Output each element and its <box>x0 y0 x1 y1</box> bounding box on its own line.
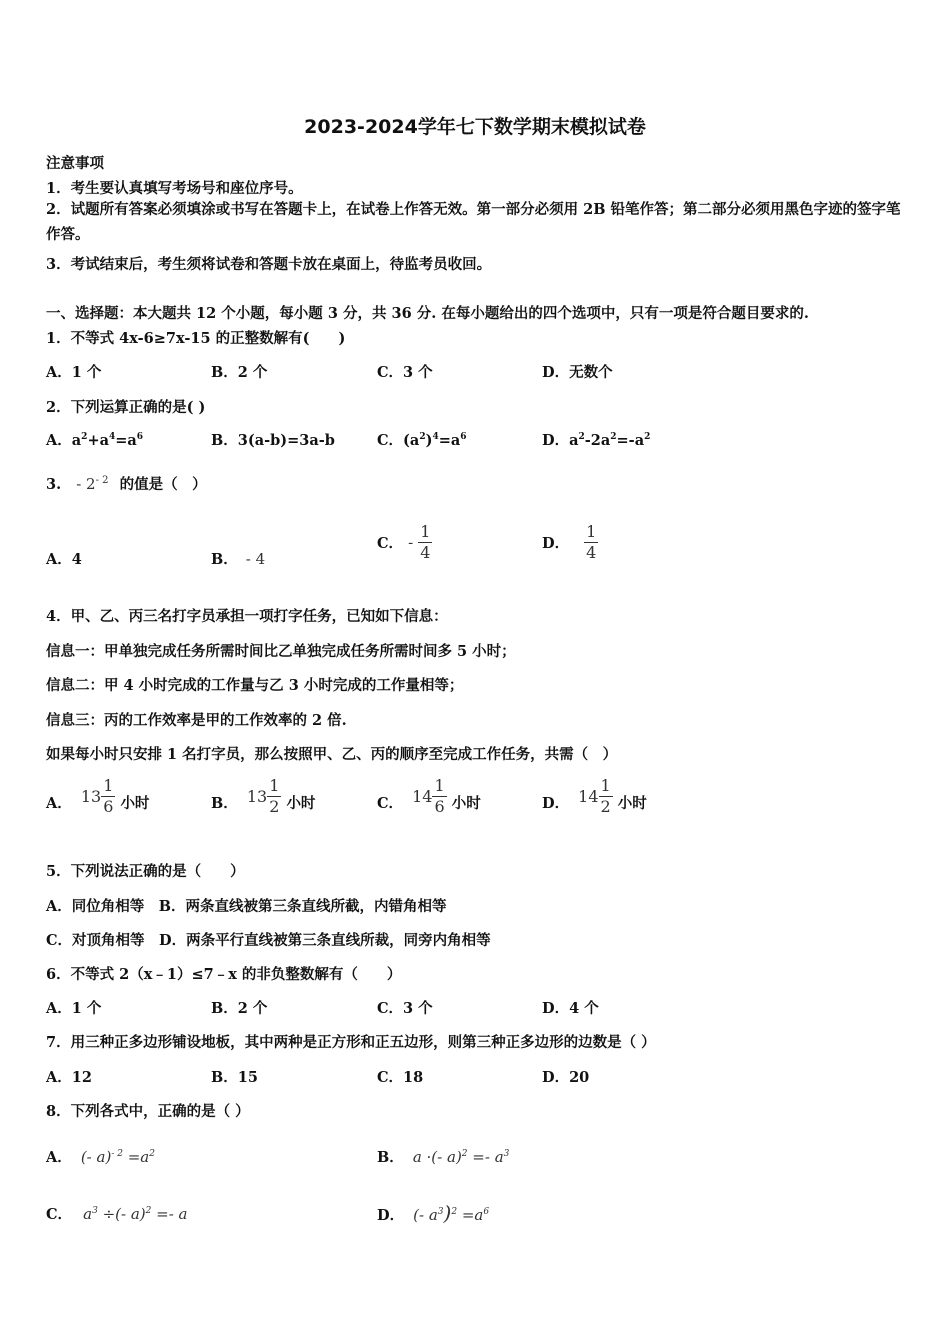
q7-option-b: B．15 <box>211 1069 258 1086</box>
q3-option-c: C． - $\frac{1}{4}$ <box>377 522 431 562</box>
q2-option-a: A．$a^2+a^4=a^6$ <box>46 432 144 449</box>
q1-option-c: C．3 个 <box>377 364 433 381</box>
q2-label-a: A． <box>46 432 72 449</box>
q4-option-d: D． 14 $\frac{1}{2}$ 小时 <box>542 776 647 816</box>
q4-option-a: A． 13 $\frac{1}{6}$ 小时 <box>46 776 150 816</box>
q1-stem: 1．不等式 4x-6≥7x-15 的正整数解有( ) <box>46 330 346 347</box>
q6-option-d: D．4 个 <box>542 1000 599 1017</box>
q2-label-b: B． <box>211 432 238 449</box>
q3-option-d: D． $\frac{1}{4}$ <box>542 522 597 562</box>
q4-option-c: C． 14 $\frac{1}{6}$ 小时 <box>377 776 481 816</box>
q8-option-d: D． (- $a^3)^2 =a^6$ <box>377 1201 490 1225</box>
q2-label-d: D． <box>542 432 570 449</box>
q4-option-b: B． 13 $\frac{1}{2}$ 小时 <box>211 776 316 816</box>
q1-option-d: D．无数个 <box>542 364 613 381</box>
q4-info-3: 信息三：丙的工作效率是甲的工作效率的 2 倍. <box>46 712 347 729</box>
q8-option-b: B． a ·(- $a)^2 =- a^3$ <box>377 1148 510 1166</box>
q7-option-c: C．18 <box>377 1069 424 1086</box>
q5-options-row-1: A．同位角相等 B．两条直线被第三条直线所截，内错角相等 <box>46 898 447 915</box>
q2-option-b: B．3(a-b)=3a-b <box>211 432 335 449</box>
q6-option-b: B．2 个 <box>211 1000 268 1017</box>
q4-stem: 4．甲、乙、丙三名打字员承担一项打字任务，已知如下信息： <box>46 608 448 625</box>
q6-option-a: A．1 个 <box>46 1000 102 1017</box>
q2-label-c: C． <box>377 432 404 449</box>
notice-item-3: 3．考试结束后，考生须将试卷和答题卡放在桌面上，待监考员收回。 <box>46 256 492 273</box>
q2-option-c: C．$(a^2)^4=a^6$ <box>377 432 467 449</box>
section-heading: 一、选择题：本大题共 12 个小题，每小题 3 分，共 36 分. 在每小题给出的四个选项中，只有一项是符合题目要求的. <box>46 305 809 322</box>
q2-option-d: D．$a^2-2a^2=-a^2$ <box>542 432 651 449</box>
q3-option-b: B． - 4 <box>211 550 266 568</box>
q5-stem: 5．下列说法正确的是（ ） <box>46 863 245 880</box>
q3-stem: 3. - $2^{- 2}$ 的值是（ ） <box>46 475 207 493</box>
q7-option-a: A．12 <box>46 1069 92 1086</box>
q6-stem: 6．不等式 2（x﹣1）≤7﹣x 的非负整数解有（ ） <box>46 966 402 983</box>
q3-expression: - 2 <box>76 475 96 493</box>
q3-option-a: A．4 <box>46 551 82 568</box>
q5-options-row-2: C．对顶角相等 D．两条平行直线被第三条直线所裁，同旁内角相等 <box>46 932 491 949</box>
q2-stem: 2．下列运算正确的是( ) <box>46 399 206 416</box>
q7-stem: 7．用三种正多边形铺设地板，其中两种是正方形和正五边形，则第三种正多边形的边数是（ ） <box>46 1034 656 1051</box>
notice-item-1: 1．考生要认真填写考场号和座位序号。 <box>46 180 303 197</box>
q8-option-a: A． (- $a)^{- 2} =a^2$ <box>46 1148 155 1166</box>
q8-stem: 8．下列各式中，正确的是（ ） <box>46 1103 250 1120</box>
q4-info-2: 信息二：甲 4 小时完成的工作量与乙 3 小时完成的工作量相等； <box>46 677 464 694</box>
q4-question: 如果每小时只安排 1 名打字员，那么按照甲、乙、丙的顺序至完成工作任务，共需（ ） <box>46 746 618 763</box>
q1-option-a: A．1 个 <box>46 364 102 381</box>
q7-option-d: D．20 <box>542 1069 590 1086</box>
q4-info-1: 信息一：甲单独完成任务所需时间比乙单独完成任务所需时间多 5 小时； <box>46 643 516 660</box>
page-title: 2023-2024学年七下数学期末模拟试卷 <box>304 116 646 138</box>
notice-item-2: 2．试题所有答案必须填涂或书写在答题卡上，在试卷上作答无效。第一部分必须用 2B 铅笔作答；第二部分必须用黑色字迹的签字笔作答。 <box>46 201 901 243</box>
q8-option-c: C． $a^3$ ÷(- a)$^2$ =- a <box>46 1205 188 1223</box>
q1-option-b: B．2 个 <box>211 364 268 381</box>
q6-option-c: C．3 个 <box>377 1000 433 1017</box>
notice-heading: 注意事项 <box>46 155 104 172</box>
